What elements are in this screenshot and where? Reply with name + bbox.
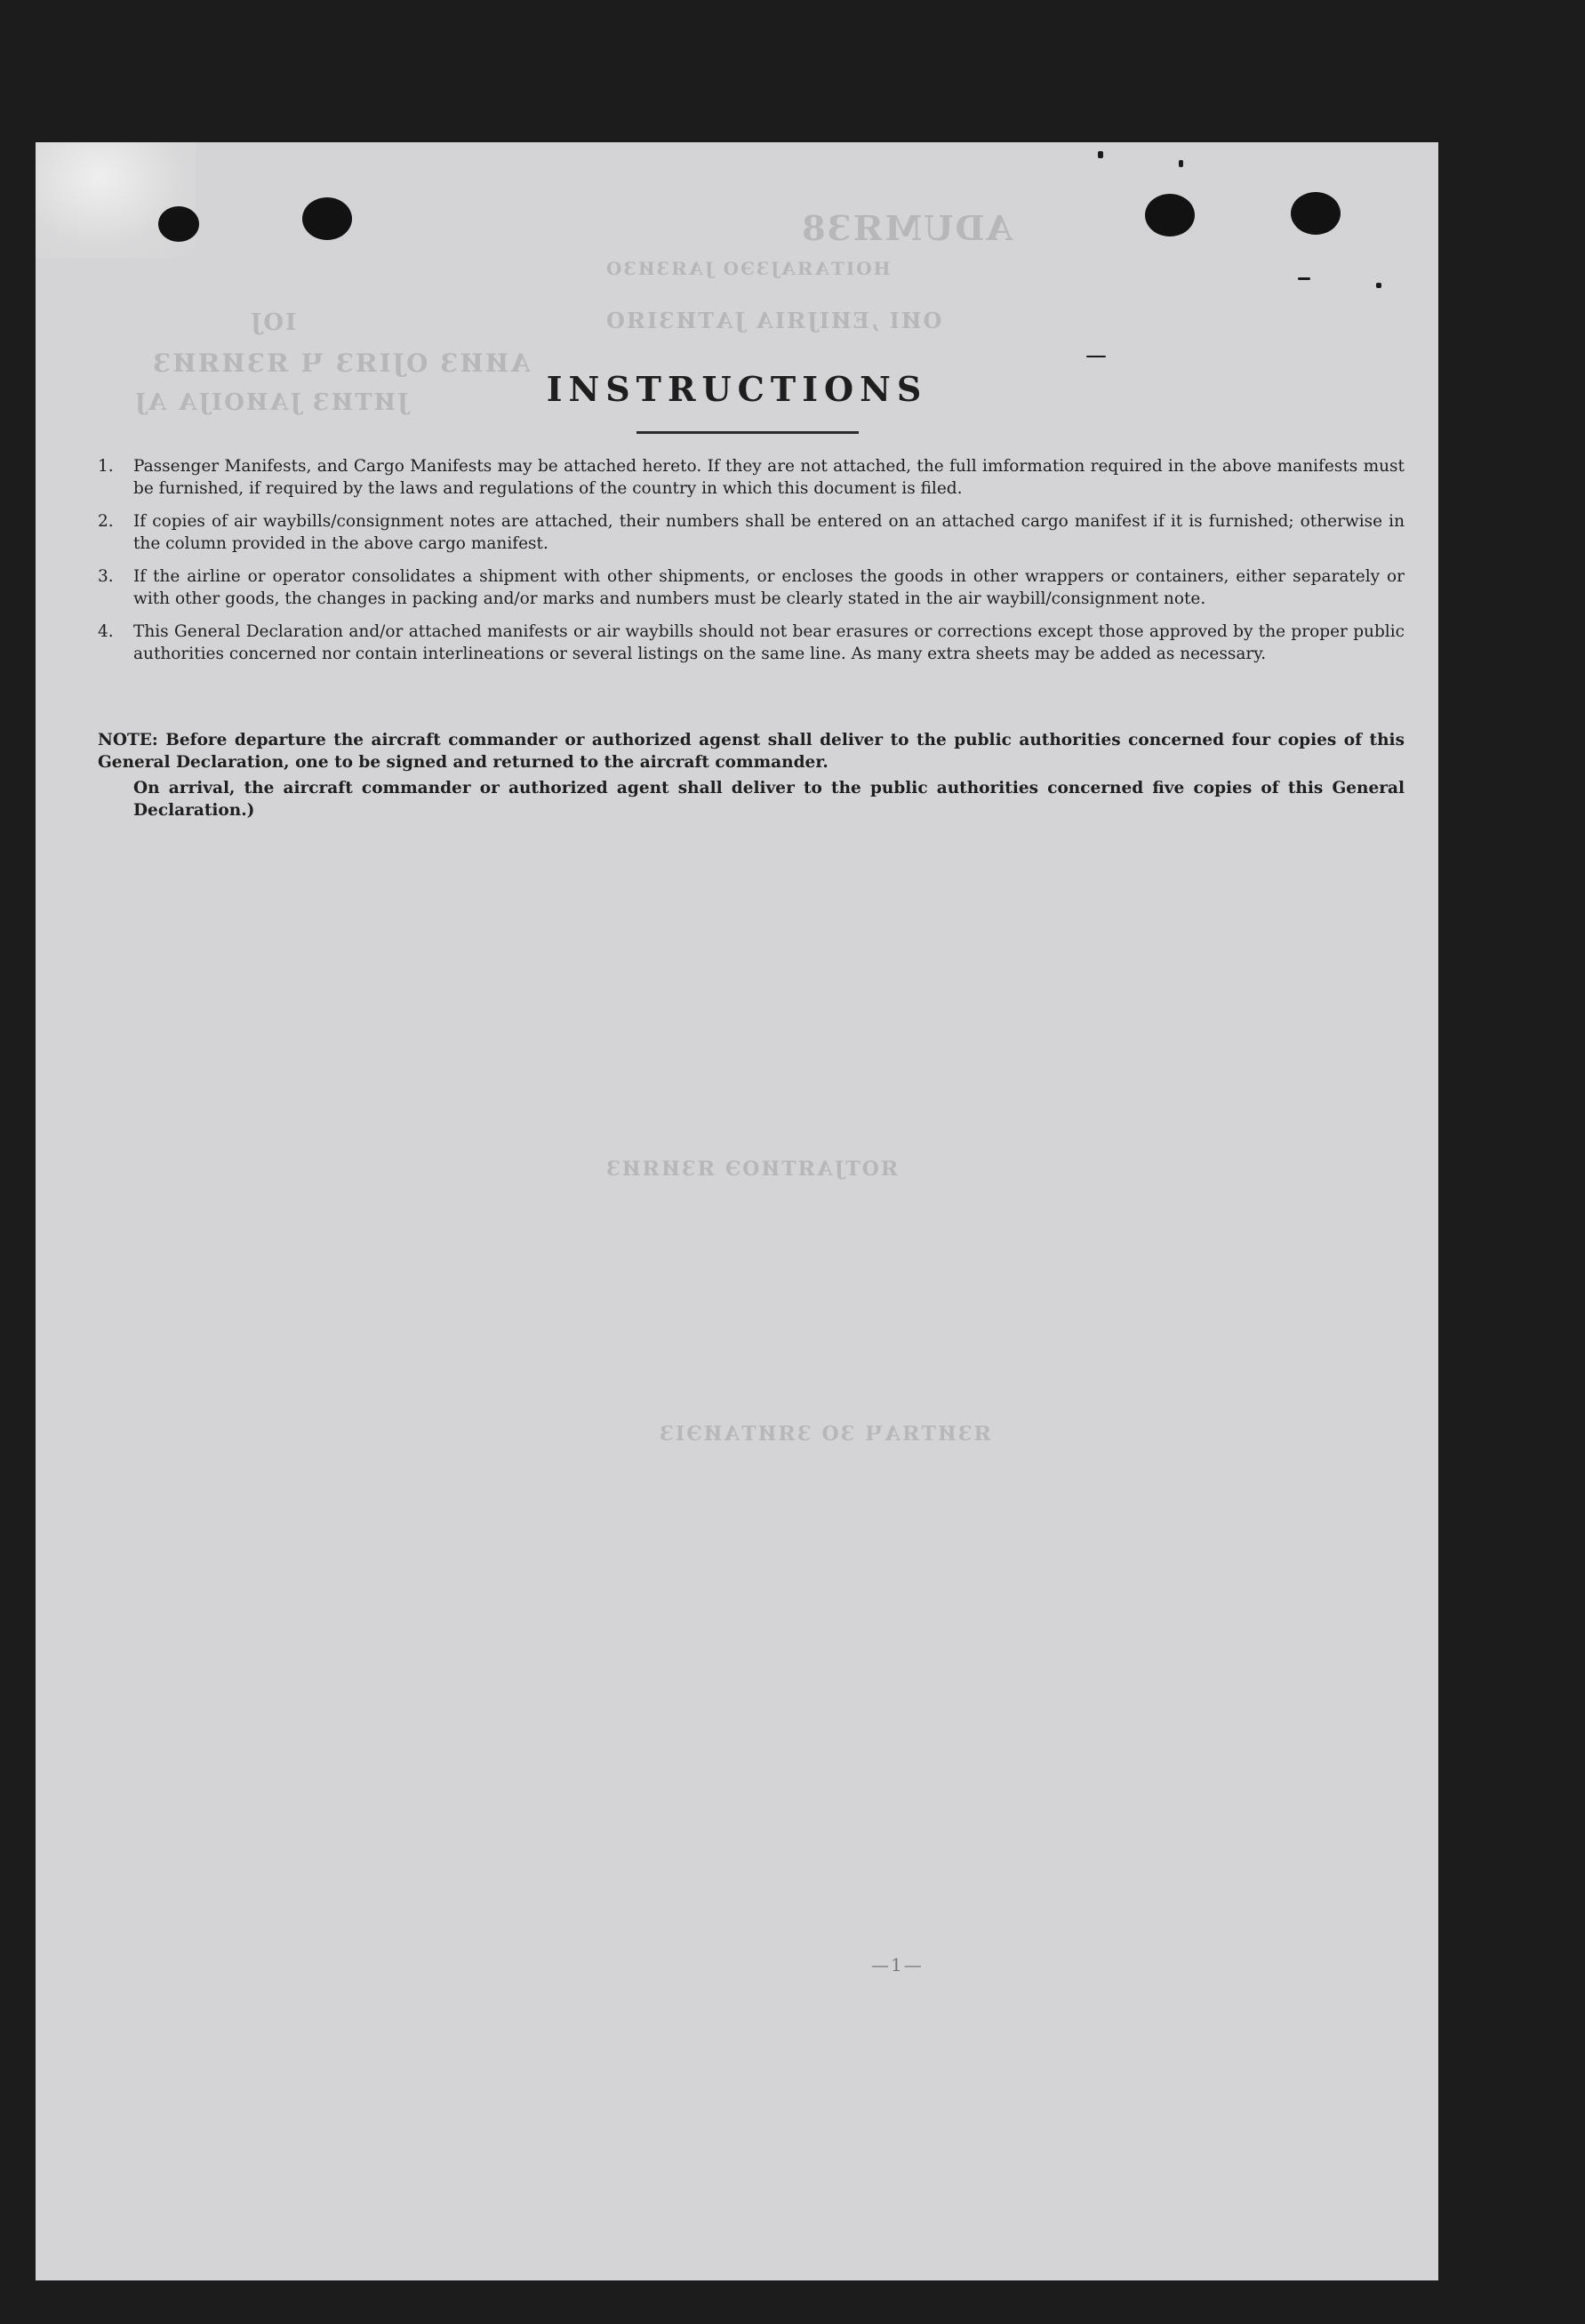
punch-hole-torn (158, 206, 199, 242)
instructions-list (98, 455, 1405, 676)
note-arrival: On arrival, the aircraft commander or authorized agent shall deliver to the public authorities concerned five copies of this General Declaration.) (133, 779, 1405, 820)
show-through-text: ІОЈ (249, 309, 297, 336)
show-through-text: ADUMЯЗ8 (800, 208, 1013, 248)
speck (1179, 160, 1183, 167)
punch-hole-middle (1145, 194, 1195, 236)
speck (1086, 356, 1106, 357)
instruction-number: 3. (98, 567, 114, 586)
show-through-text: АИИЗ ОЈІЯЗ Ч ЯЗИЯИЗ (151, 349, 532, 378)
show-through-text: ЯОТЈАЯТИОЭ ЯЗИЯИЗ (604, 1158, 899, 1181)
instruction-number: 2. (98, 512, 114, 531)
document-page (36, 142, 1438, 2280)
instruction-item (98, 510, 1405, 555)
instruction-item (98, 565, 1405, 610)
note-label: NOTE: (98, 731, 158, 749)
speck (1098, 151, 1103, 158)
page-title: INSTRUCTIONS (546, 369, 928, 409)
instruction-number: 1. (98, 457, 114, 476)
speck (1298, 277, 1310, 280)
show-through-text: ЈИТИЗ ЈАИОІЈА АЈ (133, 389, 409, 416)
page-number: —1— (871, 1954, 924, 1975)
show-through-text: ЯЗИТЯАЧ ЗО ЗЯИТАИЭІЗ (658, 1422, 991, 1446)
note-departure: Before departure the aircraft commander or authorized agenst shall deliver to the public authorities concerned four copies of this General Declaration, one to be signed and returned to the aircraft commander. (98, 731, 1405, 772)
instruction-item (98, 455, 1405, 500)
show-through-text: НОІТАЯАЈЗЭО ЈАЯЗИЗО (604, 258, 891, 279)
instruction-item (98, 621, 1405, 665)
note-section (98, 729, 1405, 821)
instruction-text: This General Declaration and/or attached manifests or air waybills should not bear erasures or corrections except those approved by the proper public authorities concerned nor contain interlineations or several listings on the same line. As many extra sheets may be added as necessary. (133, 622, 1405, 663)
instruction-text: If copies of air waybills/consignment notes are attached, their numbers shall be entered on an attached cargo manifest if it is furnished; otherwise in the column provided in the above cargo manifest. (133, 512, 1405, 553)
instruction-text: Passenger Manifests, and Cargo Manifests may be attached hereto. If they are not attached, the full imformation required in the above manifests must be furnished, if required by the laws and regulations of the country in which this document is filed. (133, 457, 1405, 498)
instruction-text: If the airline or operator consolidates a shipment with other shipments, or encloses the goods in other wrappers or containers, either separately or with other goods, the changes in packing and/or marks and numbers must be clearly stated in the air waybill/consignment note. (133, 567, 1405, 608)
punch-hole-left (302, 197, 352, 240)
show-through-text: ОИІ ,ЕИІЈЯІА ЈАТИЗІЯО (604, 308, 942, 333)
speck (1376, 283, 1381, 288)
instruction-number: 4. (98, 622, 114, 641)
title-underline (636, 431, 859, 434)
punch-hole-right (1291, 192, 1341, 235)
